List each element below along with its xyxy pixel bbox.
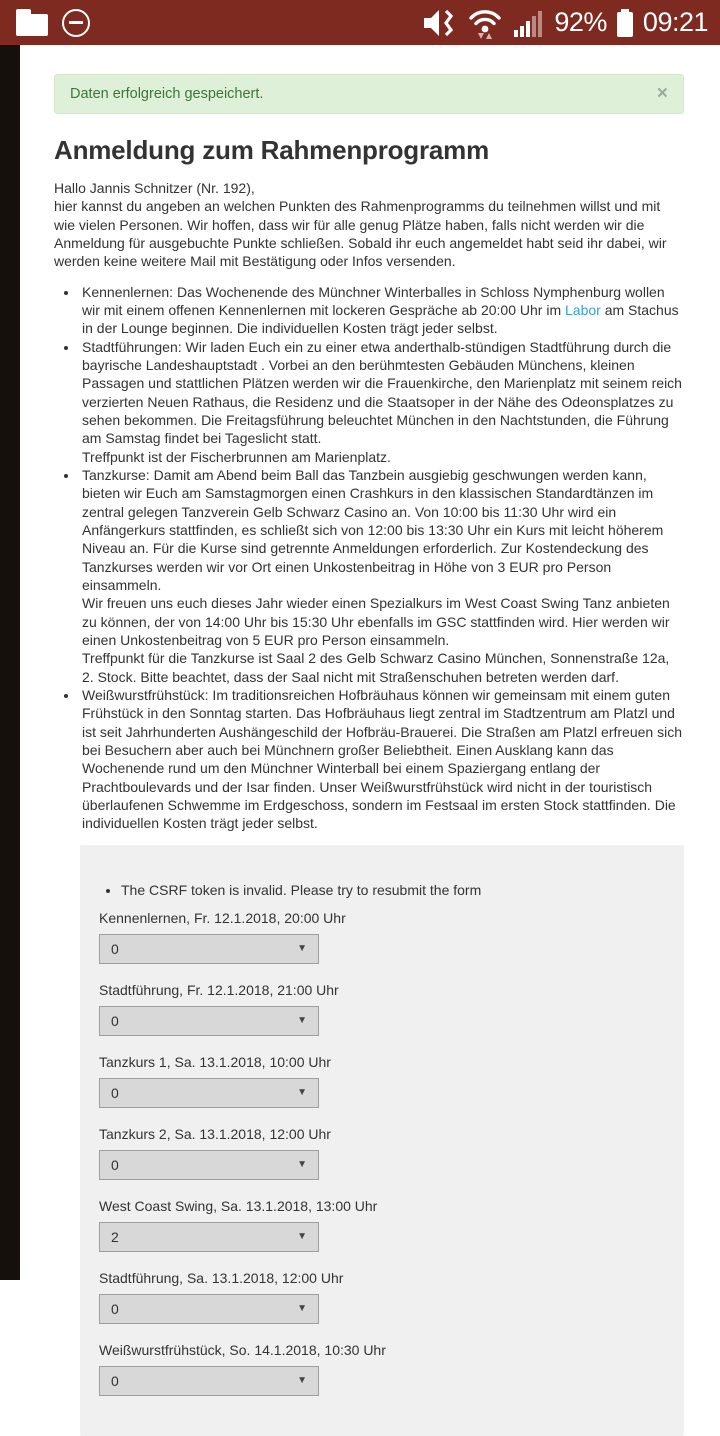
chevron-down-icon: ▼ — [297, 1159, 307, 1171]
form-fields — [99, 910, 664, 1396]
battery-icon — [615, 7, 635, 39]
people-count-select[interactable] — [99, 1366, 319, 1396]
select-value: 0 — [111, 1300, 119, 1317]
screen-left-edge — [0, 45, 20, 1280]
people-count-select[interactable] — [99, 1150, 319, 1180]
intro-body: hier kannst du angeben an welchen Punkten des Rahmenprogramms du teilnehmen willst und mit wie vielen Personen. Wir hoffen, dass wir für alle genug Plätze haben, falls nicht werden wir die Anmeldung für ausgebuchte Punkte schließen. Sobald ihr euch angemeldet habt seid ihr dabei, wir werden keine weitere Mail mit Bestätigung oder Infos versenden. — [54, 198, 667, 270]
field-label: Stadtführung, Sa. 13.1.2018, 12:00 Uhr — [99, 1269, 344, 1286]
form-field — [99, 982, 664, 1036]
form-field — [99, 1270, 664, 1324]
people-count-select[interactable] — [99, 1006, 319, 1036]
select-value: 0 — [111, 1012, 119, 1029]
page-title: Anmeldung zum Rahmenprogramm — [54, 135, 489, 165]
select-value: 0 — [111, 1156, 119, 1173]
form-field — [99, 910, 664, 964]
form-field — [99, 1198, 664, 1252]
folder-icon — [16, 14, 48, 36]
field-label: Weißwurstfrühstück, So. 14.1.2018, 10:30 Uhr — [99, 1341, 386, 1358]
success-alert-message: Daten erfolgreich gespeichert. — [70, 86, 264, 102]
chevron-down-icon: ▼ — [297, 943, 307, 955]
chevron-down-icon: ▼ — [297, 1303, 307, 1315]
field-label: West Coast Swing, Sa. 13.1.2018, 13:00 Uhr — [99, 1197, 378, 1214]
success-alert — [54, 74, 684, 114]
browser-page — [20, 45, 720, 1389]
registration-form-panel — [80, 845, 684, 1435]
wifi-icon — [466, 6, 504, 40]
clock: 09:21 — [642, 7, 708, 37]
people-count-select[interactable] — [99, 1222, 319, 1252]
select-value: 2 — [111, 1228, 119, 1245]
field-label: Tanzkurs 2, Sa. 13.1.2018, 12:00 Uhr — [99, 1125, 331, 1142]
csrf-error-message: • The CSRF token is invalid. Please try to resubmit the form — [121, 881, 664, 899]
do-not-disturb-icon — [62, 9, 90, 37]
mute-vibrate-icon — [422, 7, 458, 39]
chevron-down-icon: ▼ — [297, 1231, 307, 1243]
form-field — [99, 1054, 664, 1108]
field-label: Stadtführung, Fr. 12.1.2018, 21:00 Uhr — [99, 981, 339, 998]
chevron-down-icon: ▼ — [297, 1375, 307, 1387]
program-list-item: • Weißwurstfrühstück: Im traditionsreichen Hofbräuhaus können wir gemeinsam mit einem guten Frühstück in den Sonntag starten. Das Hofbräuhaus liegt zentral im Stadtzentrum am Platzl und ist seit Jahrhunderten Aushängeschild der Hofbräu-Brauerei. Die Straßen am Platzl erfreuen sich bei Besuchern aber auch bei Münchnern großer Beliebtheit. Einen Ausklang kann das Wochenende rund um den Münchner Winterball bei einem Spaziergang entlang der Prachtboulevards und der Isar finden. Unser Weißwurstfrühstück wird nicht in der touristisch überlaufenen Schwemme im Erdgeschoss, sondern im Festsaal im ersten Stock stattfinden. Die individuellen Kosten trägt jeder selbst. — [79, 686, 684, 833]
alert-close-button[interactable] — [656, 83, 668, 104]
chevron-down-icon: ▼ — [297, 1015, 307, 1027]
form-field — [99, 1342, 664, 1396]
form-field — [99, 1126, 664, 1180]
program-list — [54, 283, 684, 833]
people-count-select[interactable] — [99, 934, 319, 964]
program-list-item: • Stadtführungen: Wir laden Euch ein zu einer etwa anderthalb-stündigen Stadtführung durch die bayrische Landeshauptstadt . Vorbei an den berühmtesten Gebäuden Münchens, kleinen Passagen und stattlichen Plätzen werden wir die Frauenkirche, den Marienplatz mit seinem reich verzierten Neuen Rathaus, die Residenz und die Staatsoper in der Nähe des Odeonsplatzes zu sehen bekommen. Die Freitagsführung beleuchtet München in den Nachtstunden, die Führung am Samstag findet bei Tageslicht statt. Treffpunkt ist der Fischerbrunnen am Marienplatz. — [79, 338, 684, 466]
battery-percent: 92% — [554, 7, 607, 37]
close-icon: × — [656, 83, 668, 104]
field-label: Kennenlernen, Fr. 12.1.2018, 20:00 Uhr — [99, 909, 346, 926]
chevron-down-icon: ▼ — [297, 1087, 307, 1099]
form-error-list — [99, 881, 664, 899]
status-bar — [0, 0, 720, 45]
select-value: 0 — [111, 940, 119, 957]
field-label: Tanzkurs 1, Sa. 13.1.2018, 10:00 Uhr — [99, 1053, 331, 1070]
program-list-item: • Tanzkurse: Damit am Abend beim Ball das Tanzbein ausgiebig geschwungen werden kann, bieten wir Euch am Samstagmorgen einen Crashkurs in den klassischen Standardtänzen im zentral gelegen Tanzverein Gelb Schwarz Casino an. Von 10:00 bis 11:30 Uhr wird ein Anfängerkurs stattfinden, es schließt sich von 12:00 bis 13:30 Uhr ein Kurs mit leicht höherem Niveau an. Für die Kurse sind getrennte Anmeldungen erforderlich. Zur Kostendeckung des Tanzkurses werden wir vor Ort einen Unkostenbeitrag in Höhe von 3 EUR pro Person einsammeln. Wir freuen uns euch dieses Jahr wieder einen Spezialkurs im West Coast Swing Tanz anbieten zu können, der von 14:00 Uhr bis 15:30 Uhr ebenfalls im GSC stattfinden wird. Hier werden wir einen Unkostenbeitrag von 5 EUR pro Person einsammeln. Treffpunkt für die Tanzkurse ist Saal 2 des Gelb Schwarz Casino München, Sonnenstraße 12a, 2. Stock. Bitte beachtet, dass der Saal nicht mit Straßenschuhen betreten werden darf. — [79, 466, 684, 686]
people-count-select[interactable] — [99, 1078, 319, 1108]
inline-link[interactable]: Labor — [565, 301, 601, 318]
select-value: 0 — [111, 1372, 119, 1389]
intro-paragraph — [54, 179, 684, 271]
people-count-select[interactable] — [99, 1294, 319, 1324]
program-list-item: • Kennenlernen: Das Wochenende des Münchner Winterballes in Schloss Nymphenburg wollen wir mit einem offenen Kennenlernen mit lockeren Gespräche ab 20:00 Uhr im Labor am Stachus in der Lounge beginnen. Die individuellen Kosten trägt jeder selbst. — [79, 283, 684, 338]
intro-greeting: Hallo Jannis Schnitzer (Nr. 192), — [54, 180, 255, 196]
signal-strength-icon — [512, 8, 546, 38]
select-value: 0 — [111, 1084, 119, 1101]
